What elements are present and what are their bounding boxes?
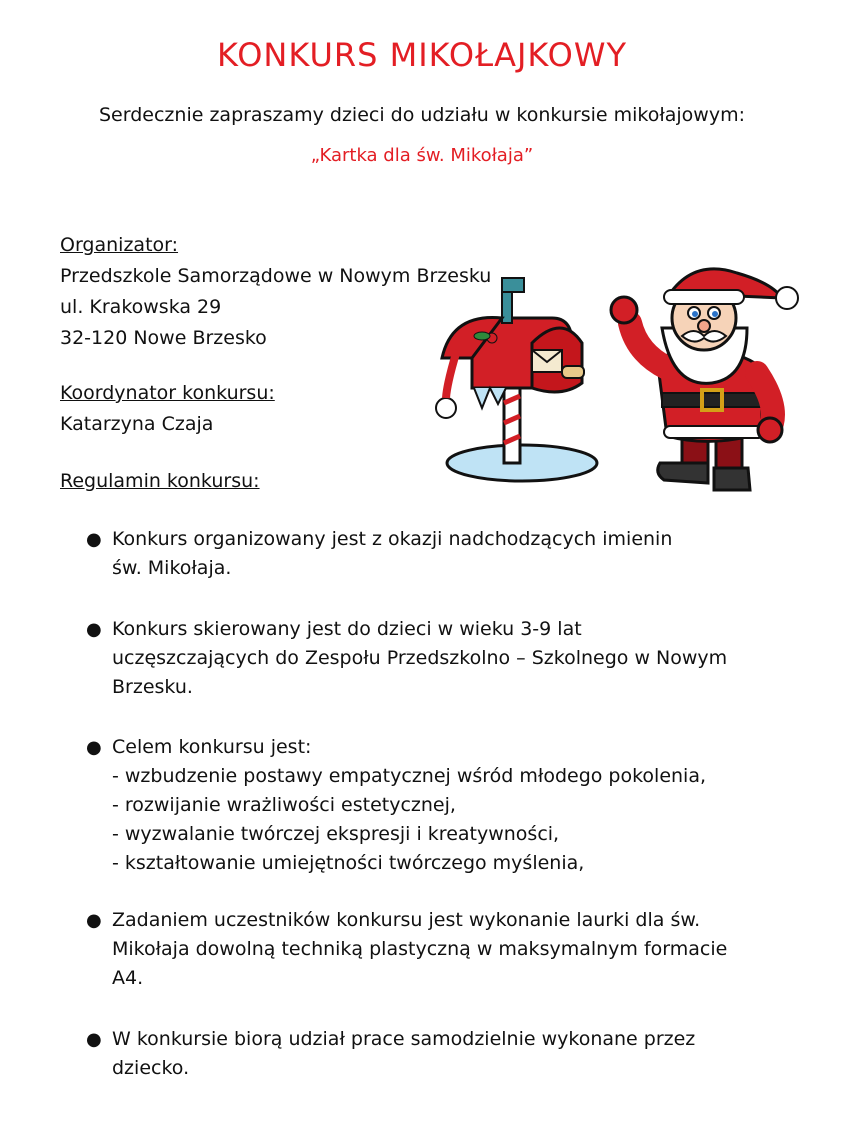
list-item bbox=[86, 525, 762, 583]
rules-section bbox=[60, 466, 260, 497]
rule-line: Mikołaja dowolną techniką plastyczną w maksymalnym formacie bbox=[112, 938, 728, 960]
organizer-heading: Organizator: bbox=[60, 234, 179, 256]
rule-line: dziecko. bbox=[112, 1057, 190, 1079]
rule-line: św. Mikołaja. bbox=[112, 557, 232, 579]
rule-line: Celem konkursu jest: bbox=[112, 736, 312, 758]
rule-line: Konkurs skierowany jest do dzieci w wieku 3-9 lat bbox=[112, 618, 582, 640]
bullet-icon: ● bbox=[86, 910, 102, 931]
organizer-line: 32-120 Nowe Brzesko bbox=[60, 327, 267, 349]
bullet-icon: ● bbox=[86, 737, 102, 758]
rule-line: A4. bbox=[112, 967, 144, 989]
rule-line: Zadaniem uczestników konkursu jest wykonanie laurki dla św. bbox=[112, 909, 701, 931]
coordinator-name: Katarzyna Czaja bbox=[60, 413, 214, 435]
bullet-icon: ● bbox=[86, 619, 102, 640]
rule-line: - wyzwalanie twórczej ekspresji i kreatywności, bbox=[112, 823, 560, 845]
bullet-icon: ● bbox=[86, 1029, 102, 1050]
organizer-line: Przedszkole Samorządowe w Nowym Brzesku bbox=[60, 265, 492, 287]
rule-line: - kształtowanie umiejętności twórczego myślenia, bbox=[112, 852, 585, 874]
snow-mound-icon bbox=[447, 445, 597, 481]
santa-mailbox-illustration bbox=[432, 258, 802, 498]
coordinator-section bbox=[60, 378, 275, 440]
list-item bbox=[86, 906, 762, 993]
rules-heading: Regulamin konkursu: bbox=[60, 470, 260, 492]
list-item bbox=[86, 1025, 762, 1083]
organizer-section bbox=[60, 230, 491, 354]
rule-line: W konkursie biorą udział prace samodzielnie wykonane przez bbox=[112, 1028, 696, 1050]
rule-line: Konkurs organizowany jest z okazji nadchodzących imienin bbox=[112, 528, 673, 550]
boot-icon bbox=[658, 463, 708, 483]
rule-line: uczęszczających do Zespołu Przedszkolno – Szkolnego w Nowym bbox=[112, 647, 728, 669]
glove-icon bbox=[611, 297, 637, 323]
rule-line: - rozwijanie wrażliwości estetycznej, bbox=[112, 794, 456, 816]
organizer-line: ul. Krakowska 29 bbox=[60, 296, 222, 318]
coordinator-heading: Koordynator konkursu: bbox=[60, 382, 275, 404]
list-item bbox=[86, 733, 762, 878]
contest-name: „Kartka dla św. Mikołaja” bbox=[310, 145, 534, 166]
rule-line: Brzesku. bbox=[112, 676, 193, 698]
rule-line: - wzbudzenie postawy empatycznej wśród młodego pokolenia, bbox=[112, 765, 707, 787]
bullet-icon: ● bbox=[86, 529, 102, 550]
page-title: KONKURS MIKOŁAJKOWY bbox=[216, 36, 627, 74]
list-item bbox=[86, 615, 762, 702]
intro-text: Serdecznie zapraszamy dzieci do udziału w konkursie mikołajowym: bbox=[99, 104, 745, 126]
